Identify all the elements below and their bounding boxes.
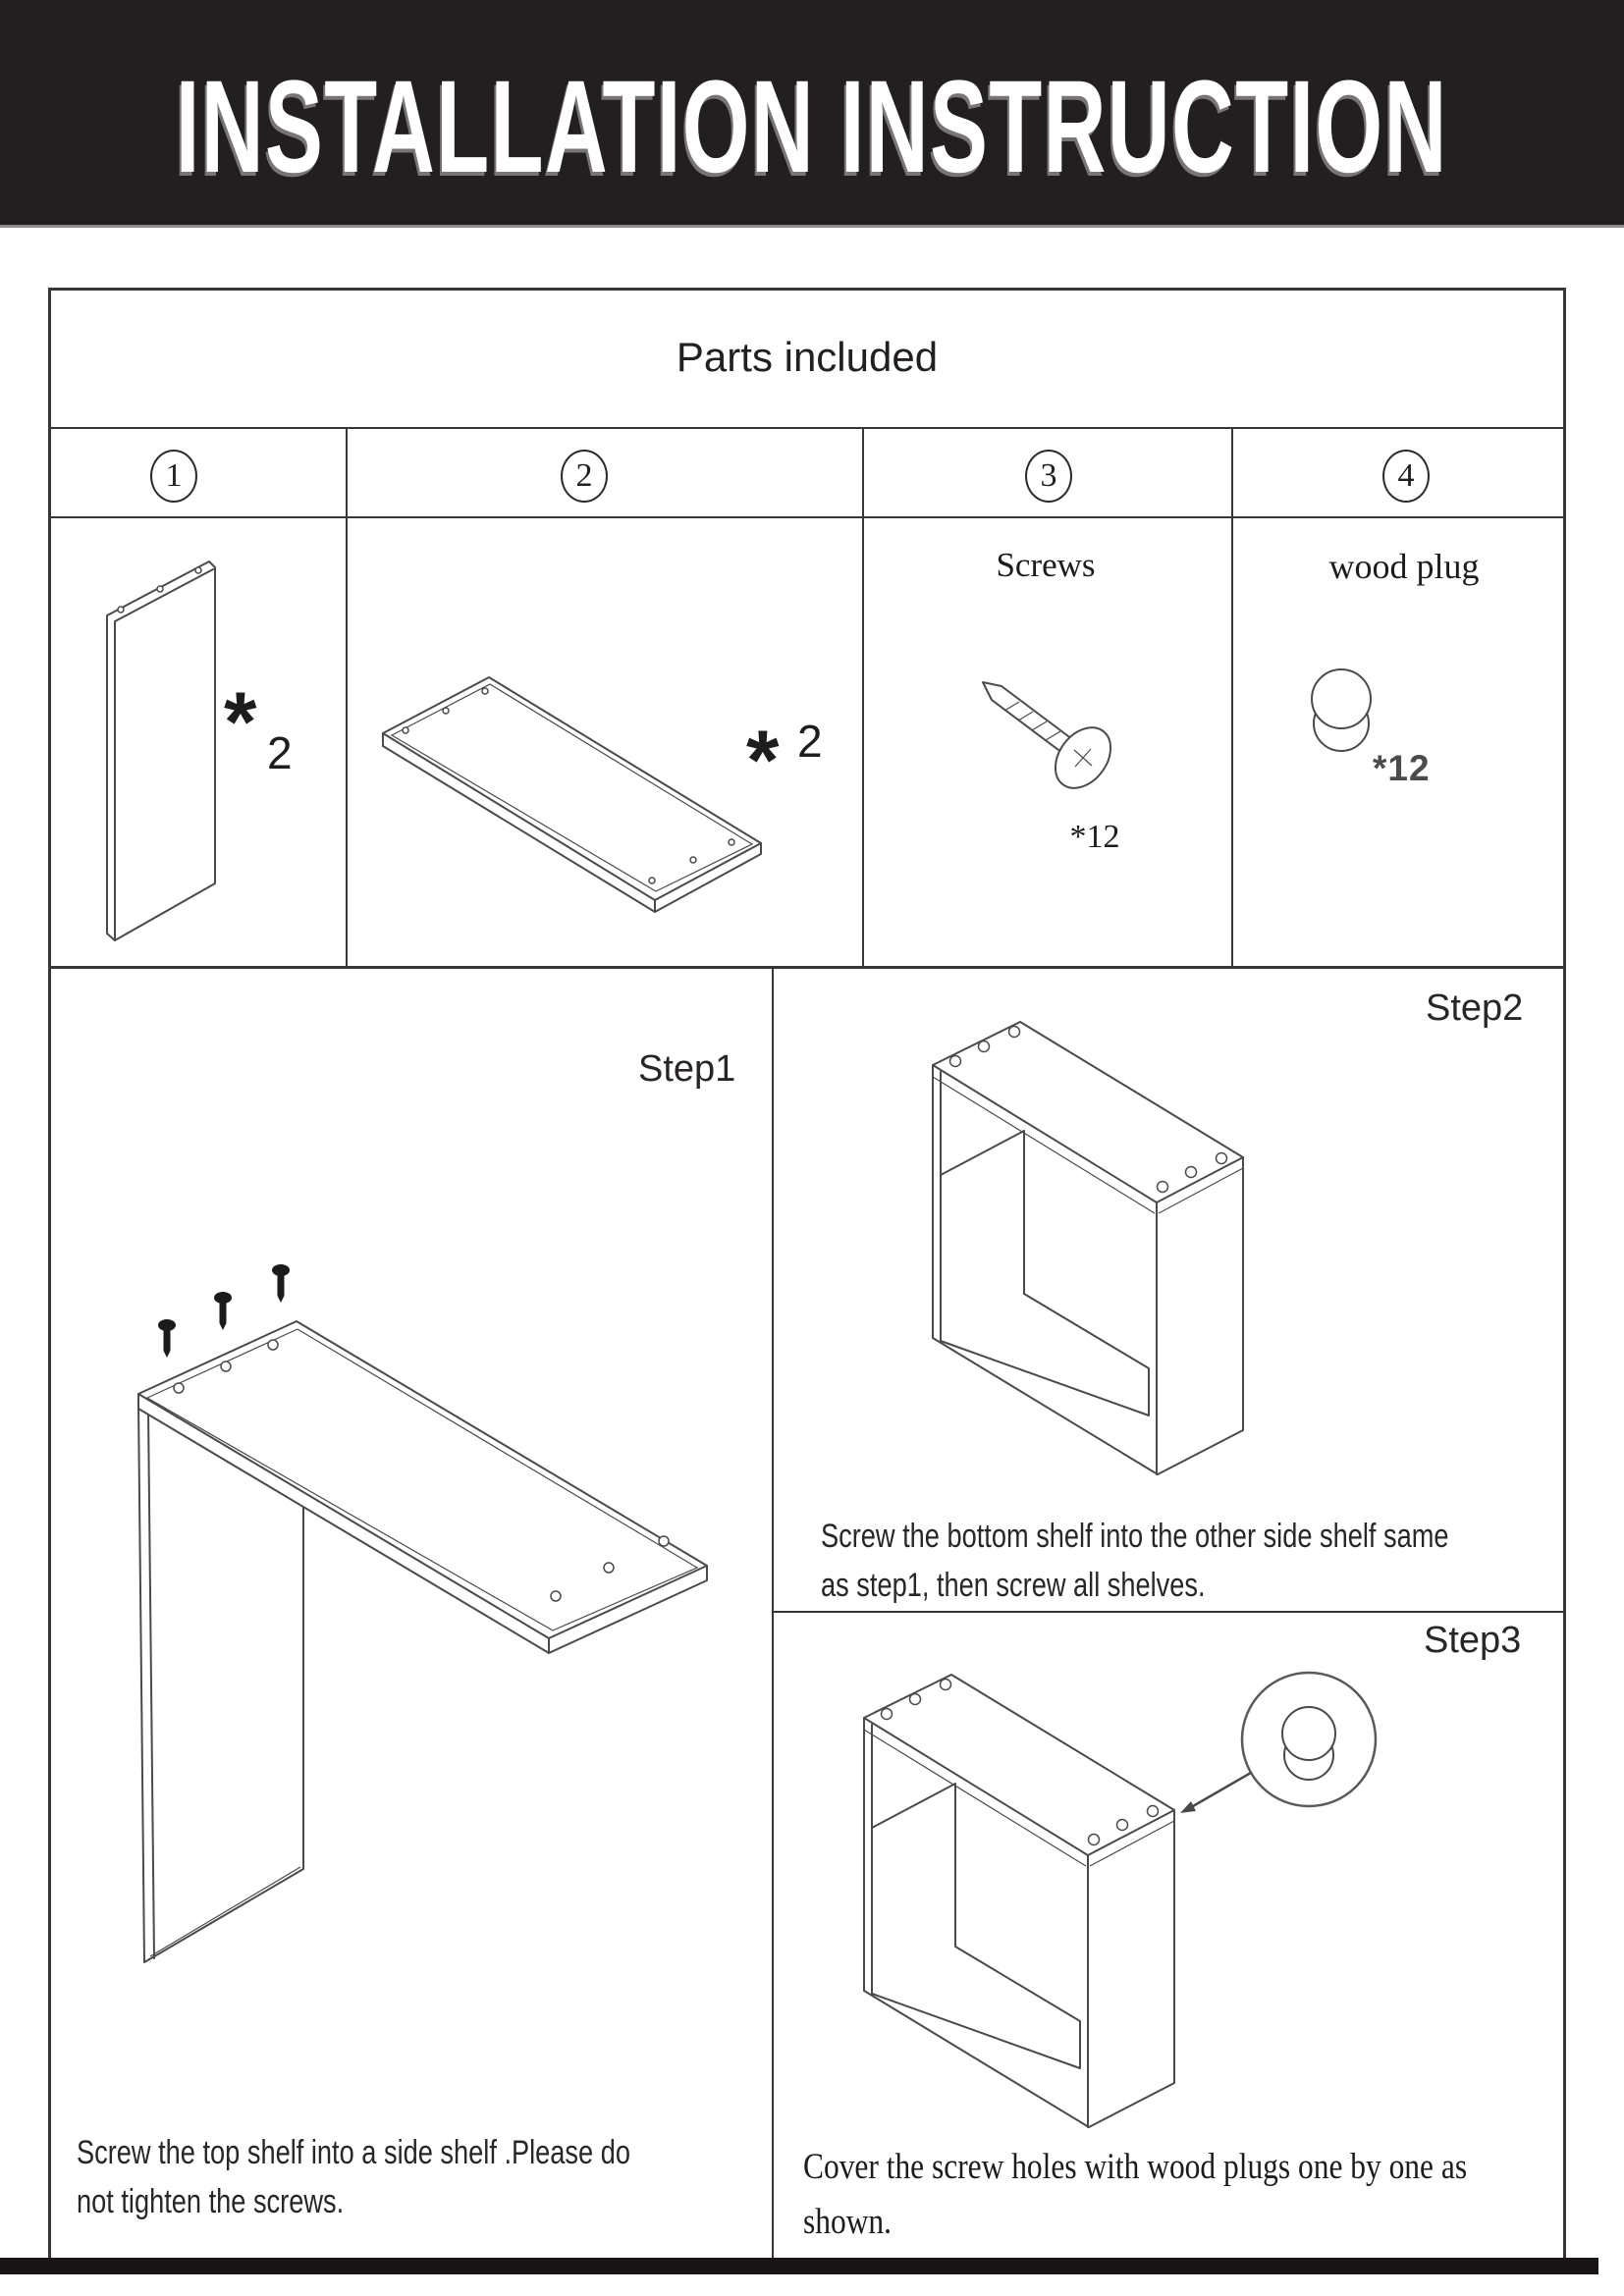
step2-caption-line2: as step1, then screw all shelves. — [821, 1567, 1206, 1604]
steps-column-divider — [772, 969, 774, 2258]
screw-1-icon — [158, 1319, 176, 1358]
step2-label: Step2 — [1426, 988, 1524, 1029]
parts-table-row-divider-1 — [51, 427, 1563, 429]
step3-label: Step3 — [1424, 1620, 1522, 1661]
part-number-4 — [1382, 450, 1430, 503]
step3-drawing — [839, 1659, 1404, 2140]
parts-table-title: Parts included — [676, 334, 939, 380]
part-1-qty-star: * — [224, 675, 257, 770]
part-2-qty: 2 — [797, 716, 823, 767]
wood-plug-qty: *12 — [1373, 748, 1431, 788]
step1-caption-line2: not tighten the screws. — [77, 2183, 345, 2220]
parts-table-col-divider-2 — [862, 427, 864, 969]
part-number-2-digit: 2 — [575, 457, 593, 494]
banner-underline — [0, 225, 1624, 228]
step2-drawing — [913, 1006, 1267, 1497]
screws-label: Screws — [996, 546, 1096, 584]
screw-2-icon — [214, 1292, 232, 1330]
wood-plug-icon — [1296, 658, 1394, 756]
footer-bar — [0, 2258, 1598, 2274]
step3-caption-line2: shown. — [803, 2202, 892, 2242]
wood-plug-label: wood plug — [1328, 547, 1480, 586]
part-1-qty: 2 — [267, 727, 293, 778]
parts-table-col-divider-1 — [346, 427, 348, 969]
pointer-arrow — [1180, 1773, 1251, 1813]
step3-caption-line1: Cover the screw holes with wood plugs one by one as — [803, 2147, 1468, 2187]
header-banner — [0, 0, 1624, 225]
shelf-board-icon — [368, 638, 781, 928]
step1-caption — [77, 2128, 630, 2226]
step2-step3-divider — [772, 1611, 1566, 1613]
page-title: INSTALLATION INSTRUCTION — [176, 54, 1448, 200]
parts-table-row-divider-2 — [51, 516, 1563, 518]
steps-right-border — [1563, 969, 1566, 2258]
step2-caption — [821, 1512, 1449, 1610]
wood-plug-magnifier — [1242, 1673, 1376, 1806]
step3-caption — [803, 2140, 1467, 2250]
screw-icon — [943, 628, 1139, 815]
part-number-1 — [150, 450, 197, 503]
part-2-qty-star: * — [746, 714, 780, 808]
parts-table-col-divider-3 — [1231, 427, 1233, 969]
step1-label: Step1 — [638, 1048, 736, 1090]
part-number-3-digit: 3 — [1040, 457, 1057, 494]
part-number-1-digit: 1 — [165, 457, 183, 494]
step3-box — [864, 1675, 1174, 2127]
part-number-3 — [1025, 450, 1072, 503]
screw-3-icon — [272, 1264, 290, 1303]
screws-qty: *12 — [1069, 819, 1120, 855]
step1-caption-line1: Screw the top shelf into a side shelf .Please do — [77, 2134, 630, 2171]
step1-drawing — [128, 1256, 736, 1983]
part-number-2 — [561, 450, 608, 503]
step2-caption-line1: Screw the bottom shelf into the other side shelf same — [821, 1518, 1449, 1555]
part-number-4-digit: 4 — [1397, 457, 1415, 494]
steps-left-border — [48, 969, 51, 2258]
